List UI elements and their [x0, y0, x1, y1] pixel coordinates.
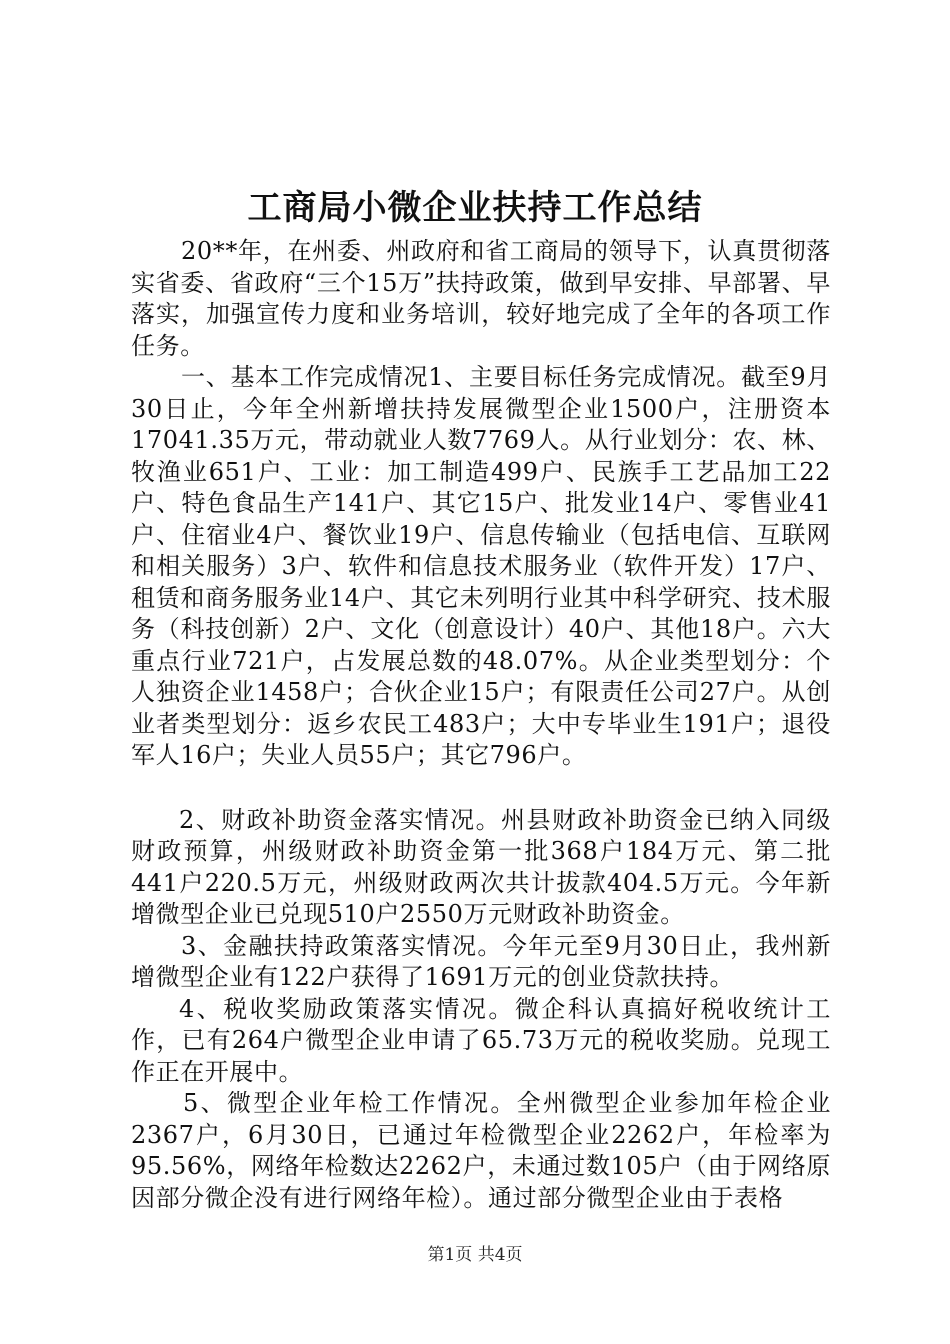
paragraph-financial-support: 3、金融扶持政策落实情况。今年元至9月30日止，我州新增微型企业有122户获得了1691万元的创业贷款扶持。: [131, 931, 831, 991]
paragraph-tax-incentive: 4、税收奖励政策落实情况。微企科认真搞好税收统计工作，已有264户微型企业申请了65.73万元的税收奖励。兑现工作正在开展中。: [131, 994, 831, 1086]
page-number: 第1页 共4页: [427, 1245, 523, 1265]
paragraph-annual-inspection: 5、微型企业年检工作情况。全州微型企业参加年检企业2367户，6月30日，已通过年检微型企业2262户，年检率为95.56%，网络年检数达2262户，未通过数105户（由于网络原因部分微企没有进行网络年检）。通过部分微型企业由于表格: [131, 1089, 831, 1212]
paragraph-basic-work: 一、基本工作完成情况1、主要目标任务完成情况。截至9月30日止，今年全州新增扶持发展微型企业1500户，注册资本17041.35万元，带动就业人数7769人。从行业划分：农、林、牧渔业651户、工业：加工制造499户、民族手工艺品加工22户、特色食品生产141户、其它15户、批发业14户、零售业41户、住宿业4户、餐饮业19户、信息传输业（包括电信、互联网和相关服务）3户、软件和信息技术服务业（软件开发）17户、租赁和商务服务业14户、其它未列明行业其中科学研究、技术服务（科技创新）2户、文化（创意设计）40户、其他18户。六大重点行业721户，占发展总数的48.07%。从企业类型划分：个人独资企业1458户；合伙企业15户；有限责任公司27户。从创业者类型划分：返乡农民工483户；大中专毕业生191户；退役军人16户；失业人员55户；其它796户。: [131, 363, 831, 769]
document-title: 工商局小微企业扶持工作总结: [247, 188, 703, 228]
paragraph-intro: 20**年，在州委、州政府和省工商局的领导下，认真贯彻落实省委、省政府“三个15万”扶持政策，做到早安排、早部署、早落实，加强宣传力度和业务培训，较好地完成了全年的各项工作任务。: [131, 237, 831, 360]
document-body: [131, 236, 831, 1214]
paragraph-spacer: [131, 772, 831, 805]
paragraph-financial-subsidy: 2、财政补助资金落实情况。州县财政补助资金已纳入同级财政预算，州级财政补助资金第一批368户184万元、第二批441户220.5万元，州级财政两次共计拔款404.5万元。今年新增微型企业已兑现510户2550万元财政补助资金。: [131, 805, 831, 928]
